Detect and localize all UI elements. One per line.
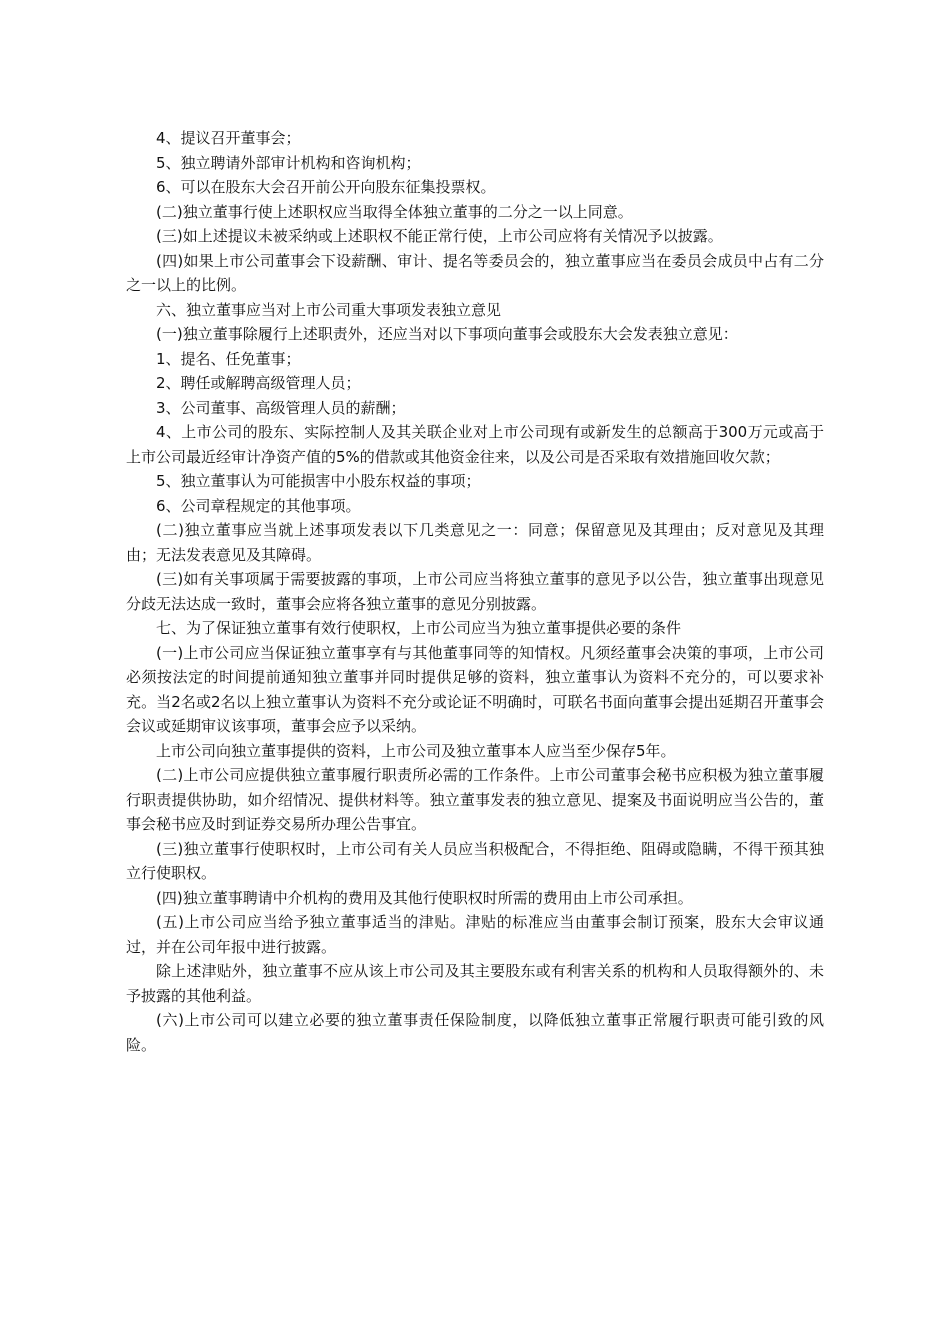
paragraph: 除上述津贴外，独立董事不应从该上市公司及其主要股东或有利害关系的机构和人员取得额外的、未予披露的其他利益。 xyxy=(126,962,824,1005)
paragraph: 3、公司董事、高级管理人员的薪酬； xyxy=(156,398,406,417)
document-body xyxy=(126,126,824,1057)
paragraph: (四)如果上市公司董事会下设薪酬、审计、提名等委员会的，独立董事应当在委员会成员中占有二分之一以上的比例。 xyxy=(126,251,824,294)
paragraph: 1、提名、任免董事； xyxy=(156,349,301,368)
paragraph: (四)独立董事聘请中介机构的费用及其他行使职权时所需的费用由上市公司承担。 xyxy=(156,888,693,907)
paragraph: 5、独立聘请外部审计机构和咨询机构； xyxy=(156,153,421,172)
paragraph: (一)独立董事除履行上述职责外，还应当对以下事项向董事会或股东大会发表独立意见： xyxy=(156,325,738,343)
paragraph: 上市公司向独立董事提供的资料，上市公司及独立董事本人应当至少保存5年。 xyxy=(156,741,676,760)
paragraph: (三)独立董事行使职权时，上市公司有关人员应当积极配合，不得拒绝、阻碍或隐瞒，不得干预其独立行使职权。 xyxy=(126,839,824,882)
paragraph: (一)上市公司应当保证独立董事享有与其他董事同等的知情权。凡须经董事会决策的事项，上市公司必须按法定的时间提前通知独立董事并同时提供足够的资料，独立董事认为资料不充分的，可以要求补充。当2名或2名以上独立董事认为资料不充分或论证不明确时，可联名书面向董事会提出延期召开董事会会议或延期审议该事项，董事会应予以采纳。 xyxy=(126,643,824,735)
paragraph: (二)独立董事行使上述职权应当取得全体独立董事的二分之一以上同意。 xyxy=(156,202,633,221)
paragraph: (三)如上述提议未被采纳或上述职权不能正常行使，上市公司应将有关情况予以披露。 xyxy=(156,227,723,245)
section-heading: 七、为了保证独立董事有效行使职权，上市公司应当为独立董事提供必要的条件 xyxy=(156,619,682,637)
paragraph: 2、聘任或解聘高级管理人员； xyxy=(156,374,361,392)
paragraph: 4、提议召开董事会； xyxy=(156,129,301,147)
paragraph: (六)上市公司可以建立必要的独立董事责任保险制度，以降低独立董事正常履行职责可能引致的风险。 xyxy=(126,1011,824,1054)
paragraph: (五)上市公司应当给予独立董事适当的津贴。津贴的标准应当由董事会制订预案，股东大会审议通过，并在公司年报中进行披露。 xyxy=(126,913,824,956)
paragraph: (二)上市公司应提供独立董事履行职责所必需的工作条件。上市公司董事会秘书应积极为独立董事履行职责提供协助，如介绍情况、提供材料等。独立董事发表的独立意见、提案及书面说明应当公告的，董事会秘书应及时到证券交易所办理公告事宜。 xyxy=(126,766,824,833)
paragraph: (二)独立董事应当就上述事项发表以下几类意见之一：同意；保留意见及其理由；反对意见及其理由；无法发表意见及其障碍。 xyxy=(126,521,824,564)
section-heading: 六、独立董事应当对上市公司重大事项发表独立意见 xyxy=(156,300,502,319)
paragraph: 4、上市公司的股东、实际控制人及其关联企业对上市公司现有或新发生的总额高于300万元或高于上市公司最近经审计净资产值的5%的借款或其他资金往来，以及公司是否采取有效措施回收欠款； xyxy=(126,423,824,466)
paragraph: (三)如有关事项属于需要披露的事项，上市公司应当将独立董事的意见予以公告，独立董事出现意见分歧无法达成一致时，董事会应将各独立董事的意见分别披露。 xyxy=(126,570,824,613)
paragraph: 5、独立董事认为可能损害中小股东权益的事项； xyxy=(156,472,481,490)
paragraph: 6、可以在股东大会召开前公开向股东征集投票权。 xyxy=(156,178,496,196)
paragraph: 6、公司章程规定的其他事项。 xyxy=(156,496,361,515)
